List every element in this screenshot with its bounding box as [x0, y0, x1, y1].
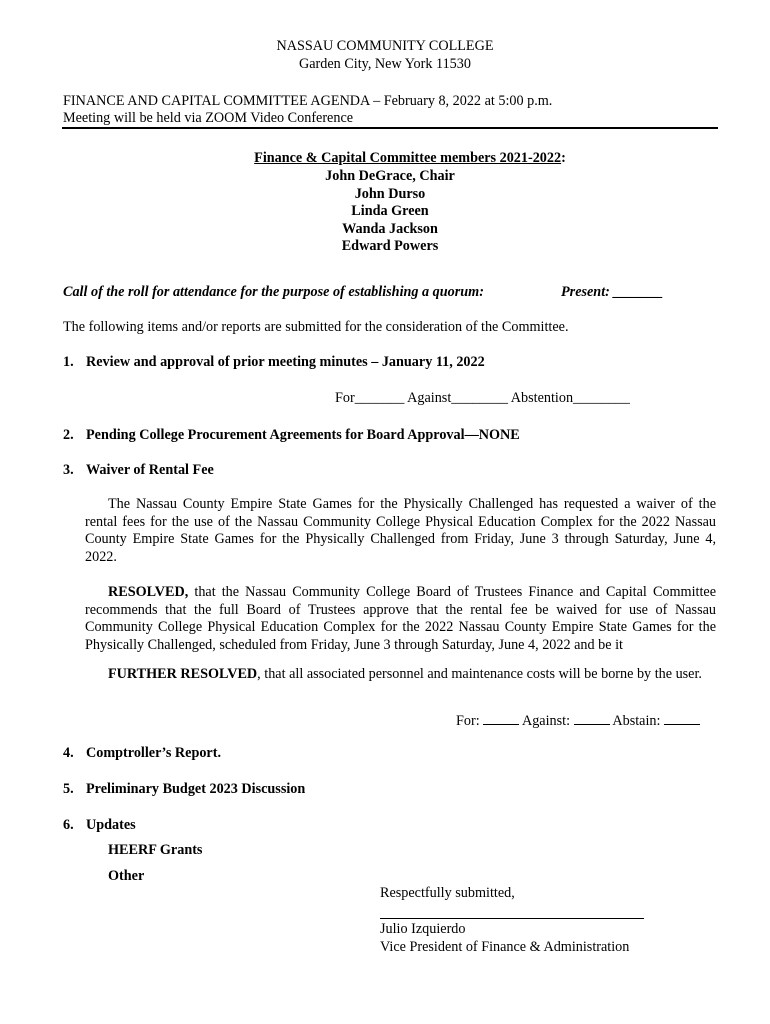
- resolved-text: that the Nassau Community College Board of Trustees Finance and Capital Committee recommends that the full Board of Trustees approve that the rental fee be waived for use of Nassau Community College Physical Education Complex for the 2022 Nassau County Empire State Games for the Physically Challenged, scheduled from Friday, June 3 through Saturday, June 4, 2022 and be it: [85, 584, 716, 653]
- member-name: Wanda Jackson: [342, 220, 438, 237]
- signer-title: Vice President of Finance & Administration: [380, 939, 630, 955]
- member-name: Edward Powers: [341, 238, 439, 254]
- intro-text: The following items and/or reports are submitted for the consideration of the Committee.: [63, 319, 569, 335]
- committee-members: [0, 168, 770, 256]
- member-name: John Durso: [354, 185, 426, 202]
- item-title: Comptroller’s Report.: [86, 745, 222, 761]
- signer-name: Julio Izquierdo: [380, 921, 466, 937]
- update-item: Other: [108, 868, 145, 884]
- item-number: 6.: [63, 817, 74, 833]
- meeting-note: Meeting will be held via ZOOM Video Conference: [63, 110, 354, 126]
- member-name: Linda Green: [351, 203, 429, 219]
- waiver-paragraph: The Nassau County Empire State Games for the Physically Challenged has requested a waiver of the rental fees for the use of the Nassau Community College Physical Education Complex for the 2022 Nassau County Empire State Games for the Physically Challenged from Friday, June 3 through Saturday, June 4, 2022.: [85, 496, 716, 565]
- item-title: Waiver of Rental Fee: [86, 462, 214, 478]
- vote-line: For_______ Against________ Abstention________: [335, 390, 630, 406]
- further-resolution-paragraph: [85, 666, 716, 684]
- header-divider: [62, 127, 718, 129]
- agenda-title: FINANCE AND CAPITAL COMMITTEE AGENDA – February 8, 2022 at 5:00 p.m.: [63, 93, 553, 109]
- update-item: HEERF Grants: [108, 842, 203, 858]
- vote-line: For: Against: Abstain:: [456, 711, 700, 731]
- item-number: 4.: [63, 745, 74, 761]
- item-title: Pending College Procurement Agreements for Board Approval—NONE: [86, 427, 520, 443]
- item-number: 3.: [63, 462, 74, 478]
- item-number: 1.: [63, 354, 74, 370]
- member-name: John DeGrace, Chair: [325, 168, 455, 184]
- present-field: Present: _______: [561, 284, 664, 300]
- item-title: Preliminary Budget 2023 Discussion: [86, 781, 306, 797]
- resolved-label: RESOLVED,: [108, 584, 189, 600]
- item-title: Updates: [86, 817, 136, 833]
- institution-name: NASSAU COMMUNITY COLLEGE: [276, 38, 494, 54]
- institution-location: Garden City, New York 11530: [299, 56, 471, 72]
- committee-heading: Finance & Capital Committee members 2021-2022:: [254, 150, 566, 166]
- roll-call-text: Call of the roll for attendance for the purpose of establishing a quorum:: [63, 284, 484, 300]
- closing: Respectfully submitted,: [380, 885, 515, 901]
- resolution-paragraph: [85, 584, 716, 654]
- item-number: 2.: [63, 427, 74, 443]
- signature-line: [380, 918, 644, 919]
- further-resolved-text: , that all associated personnel and maintenance costs will be borne by the user.: [257, 666, 702, 682]
- item-title: Review and approval of prior meeting minutes – January 11, 2022: [86, 354, 485, 370]
- item-number: 5.: [63, 781, 74, 797]
- further-resolved-label: FURTHER RESOLVED: [108, 666, 258, 682]
